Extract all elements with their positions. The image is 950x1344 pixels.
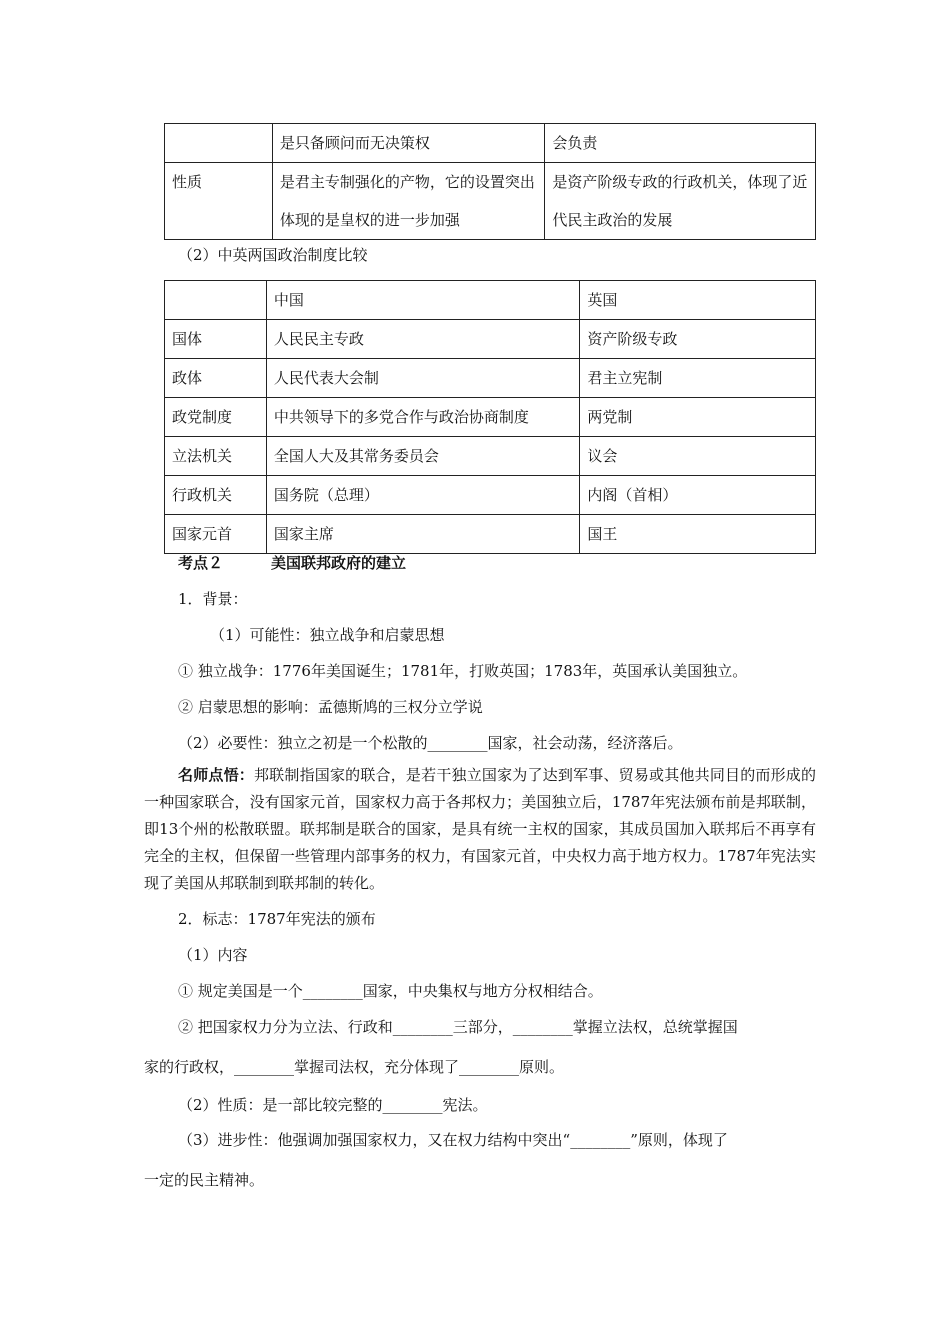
- content-item-2b: 家的行政权，________掌握司法权，充分体现了________原则。: [144, 1058, 565, 1076]
- table-row: [165, 437, 816, 476]
- table-row: [165, 124, 816, 163]
- teacher-tip-paragraph: [144, 762, 816, 897]
- table-header-cell: [165, 281, 267, 320]
- table-cell: [165, 124, 273, 163]
- china-uk-comparison-table: [164, 280, 816, 554]
- table-cell: 性质: [165, 163, 273, 240]
- table-cell: 是只备顾问而无决策权: [272, 124, 545, 163]
- table-cell: 中共领导下的多党合作与政治协商制度: [266, 398, 579, 437]
- necessity-line: （2）必要性：独立之初是一个松散的________国家，社会动荡，经济落后。: [178, 734, 683, 752]
- table-row: [165, 320, 816, 359]
- table-cell: 两党制: [580, 398, 816, 437]
- content-heading: （1）内容: [178, 946, 248, 964]
- progress-line-a: （3）进步性：他强调加强国家权力，又在权力结构中突出“________”原则，体现了: [178, 1131, 728, 1149]
- war-line: ① 独立战争：1776年美国诞生；1781年，打败英国；1783年，英国承认美国独立。: [178, 662, 748, 680]
- table-cell: 国家主席: [266, 515, 579, 554]
- table-cell: 国家元首: [165, 515, 267, 554]
- progress-line-b: 一定的民主精神。: [144, 1171, 265, 1189]
- table-row: [165, 476, 816, 515]
- table-cell: 内阁（首相）: [580, 476, 816, 515]
- tip-text: 邦联制指国家的联合，是若干独立国家为了达到军事、贸易或其他共同目的而形成的一种国家联合，没有国家元首，国家权力高于各邦权力；美国独立后，1787年宪法颁布前是邦联制，即13个州的松散联盟。联邦制是联合的国家，是具有统一主权的国家，其成员国加入联邦后不再享有完全的主权，但保留一些管理内部事务的权力，有国家元首，中央权力高于地方权力。1787年宪法实现了美国从邦联制到联邦制的转化。: [144, 766, 816, 892]
- table-row: [165, 398, 816, 437]
- enlightenment-line: ② 启蒙思想的影响：孟德斯鸠的三权分立学说: [178, 698, 483, 716]
- table-header-cell: 中国: [266, 281, 579, 320]
- nature-line: （2）性质：是一部比较完整的________宪法。: [178, 1096, 488, 1114]
- table-cell: 会负责: [545, 124, 816, 163]
- table-cell: 全国人大及其常务委员会: [266, 437, 579, 476]
- table-caption: （2）中英两国政治制度比较: [178, 246, 368, 264]
- table-header-row: [165, 281, 816, 320]
- section-title: 美国联邦政府的建立: [271, 554, 407, 572]
- table-cell: 是君主专制强化的产物，它的设置突出体现的是皇权的进一步加强: [272, 163, 545, 240]
- tip-label: 名师点悟：: [178, 766, 254, 784]
- table-cell: 政体: [165, 359, 267, 398]
- section-heading: [178, 552, 406, 573]
- table-cell: 人民代表大会制: [266, 359, 579, 398]
- background-heading: 1．背景：: [178, 590, 248, 608]
- table-cell: 资产阶级专政: [580, 320, 816, 359]
- table-cell: 行政机关: [165, 476, 267, 515]
- content-item-1: ① 规定美国是一个________国家，中央集权与地方分权相结合。: [178, 982, 603, 1000]
- sign-heading: 2．标志：1787年宪法的颁布: [178, 910, 376, 928]
- table-row: [165, 163, 816, 240]
- section-label: 考点２: [178, 554, 224, 572]
- content-item-2a: ② 把国家权力分为立法、行政和________三部分，________掌握立法权，总统掌握国: [178, 1018, 738, 1036]
- table-cell: 人民民主专政: [266, 320, 579, 359]
- possibility-line: （1）可能性：独立战争和启蒙思想: [210, 626, 445, 644]
- table-cell: 政党制度: [165, 398, 267, 437]
- table-cell: 是资产阶级专政的行政机关，体现了近代民主政治的发展: [545, 163, 816, 240]
- table-row: [165, 515, 816, 554]
- comparison-table-continued: [164, 123, 816, 240]
- table-header-cell: 英国: [580, 281, 816, 320]
- table-cell: 议会: [580, 437, 816, 476]
- table-cell: 国王: [580, 515, 816, 554]
- table-row: [165, 359, 816, 398]
- table-cell: 君主立宪制: [580, 359, 816, 398]
- table-cell: 国务院（总理）: [266, 476, 579, 515]
- table-cell: 国体: [165, 320, 267, 359]
- table-cell: 立法机关: [165, 437, 267, 476]
